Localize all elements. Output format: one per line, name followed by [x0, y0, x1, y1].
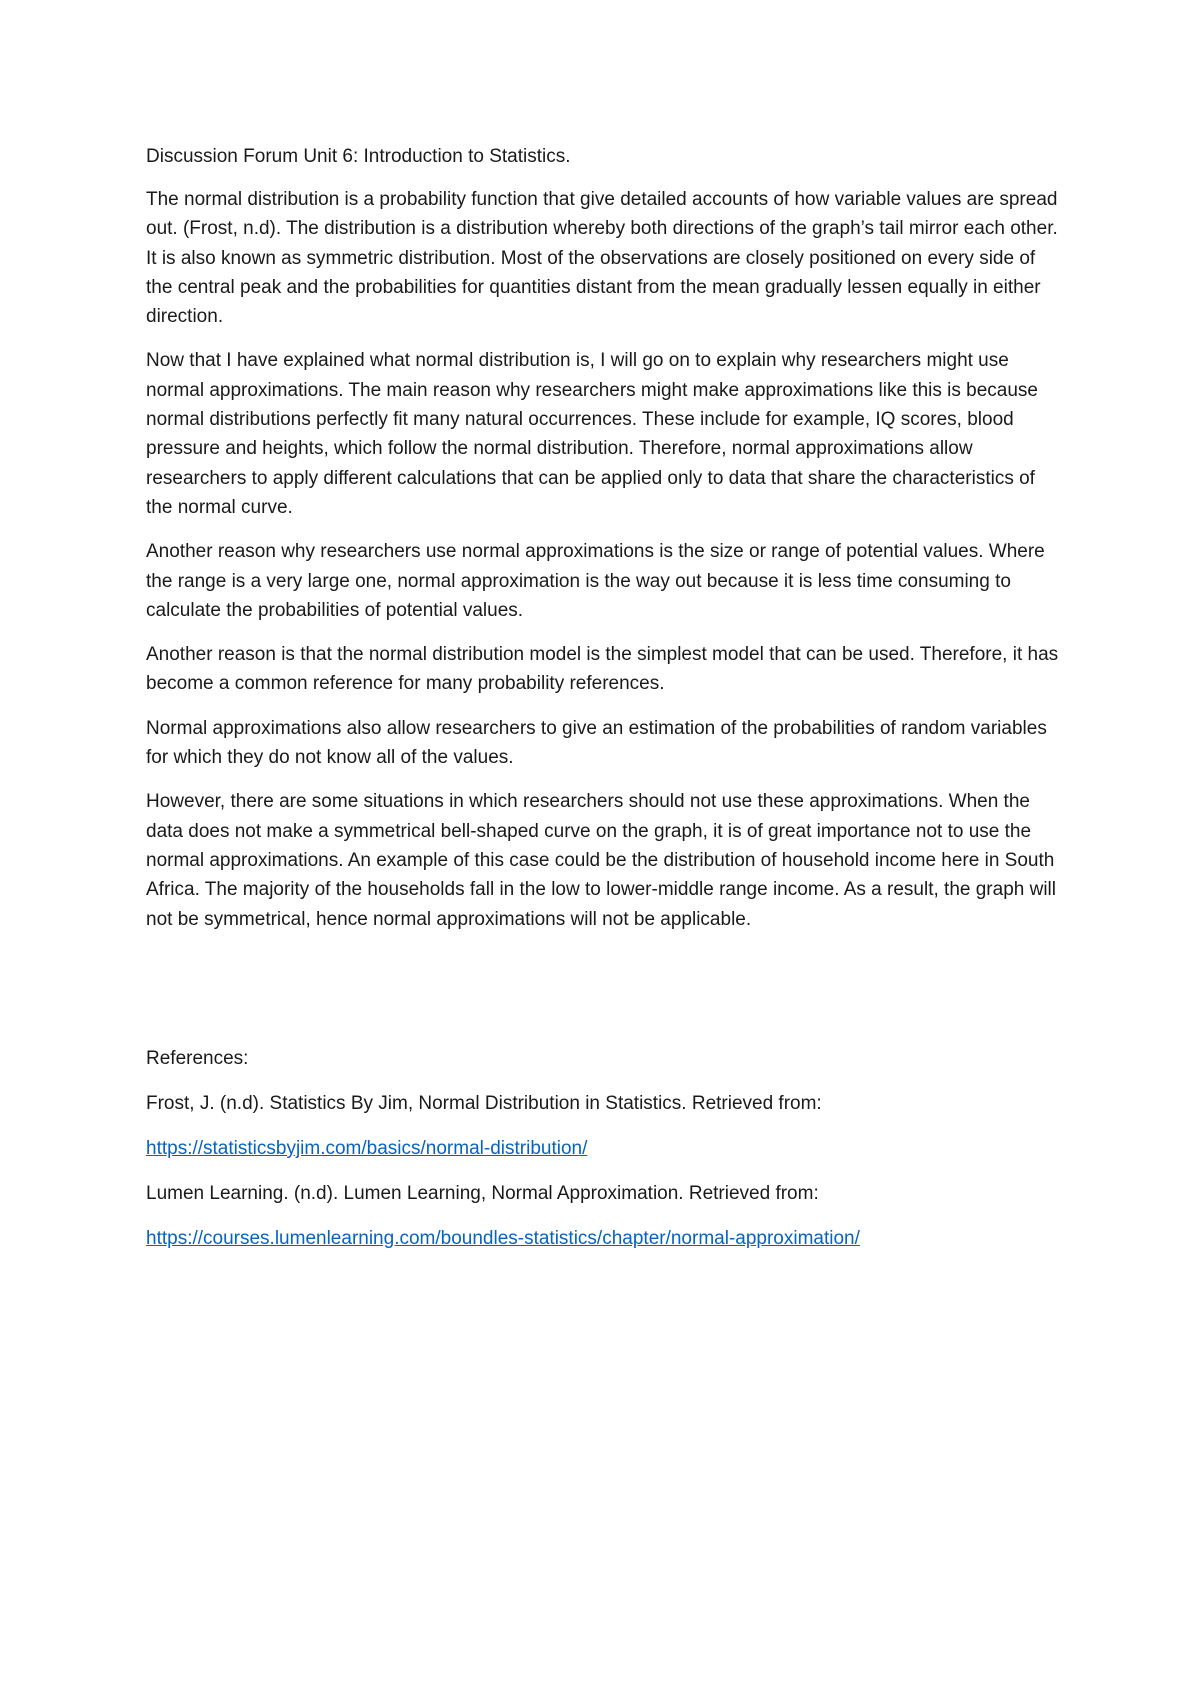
paragraph-normal-distribution-definition: The normal distribution is a probability function that give detailed accounts of how variable values are spread out. (Frost, n.d). The distribution is a distribution whereby both directions of the graph’s tail mirror each other. It is also known as symmetric distribution. Most of the observations are closely positioned on every side of the central peak and the probabilities for quantities distant from the mean gradually lessen equally in either direction.: [146, 189, 1058, 328]
reference-link-frost[interactable]: https://statisticsbyjim.com/basics/normal-distribution/: [146, 1137, 588, 1159]
paragraph-when-not-to-use: However, there are some situations in which researchers should not use these approximations. When the data does not make a symmetrical bell-shaped curve on the graph, it is of great importance not to use the normal approximations. An example of this case could be the distribution of household income here in South Africa. The majority of the households fall in the low to lower-middle range income. As a result, the graph will not be symmetrical, hence normal approximations will not be applicable.: [146, 791, 1056, 930]
section-spacer: [146, 949, 1066, 1044]
reference-citation-lumen: Lumen Learning. (n.d). Lumen Learning, Normal Approximation. Retrieved from:: [146, 1182, 819, 1204]
reference-citation-frost: Frost, J. (n.d). Statistics By Jim, Normal Distribution in Statistics. Retrieved from:: [146, 1092, 822, 1114]
references-heading: References:: [146, 1047, 249, 1069]
paragraph-simplest-model: Another reason is that the normal distribution model is the simplest model that can be used. Therefore, it has become a common reference for many probability references.: [146, 644, 1059, 695]
reference-link-lumen[interactable]: https://courses.lumenlearning.com/boundles-statistics/chapter/normal-approximation/: [146, 1227, 860, 1249]
document-title: Discussion Forum Unit 6: Introduction to Statistics.: [146, 146, 571, 167]
paragraph-estimation: Normal approximations also allow researchers to give an estimation of the probabilities of random variables for which they do not know all of the values.: [146, 717, 1047, 769]
document-page: [146, 142, 1066, 1269]
paragraph-range-of-values: Another reason why researchers use normal approximations is the size or range of potential values. Where the range is a very large one, normal approximation is the way out because it is less time consuming to calculate the probabilities of potential values.: [146, 541, 1045, 621]
paragraph-why-use-approximations: Now that I have explained what normal distribution is, I will go on to explain why researchers might use normal approximations. The main reason why researchers might make approximations like this is because normal distributions perfectly fit many natural occurrences. These include for example, IQ scores, blood pressure and heights, which follow the normal distribution. Therefore, normal approximations allow researchers to apply different calculations that can be applied only to data that share the characteristics of the normal curve.: [146, 350, 1038, 518]
